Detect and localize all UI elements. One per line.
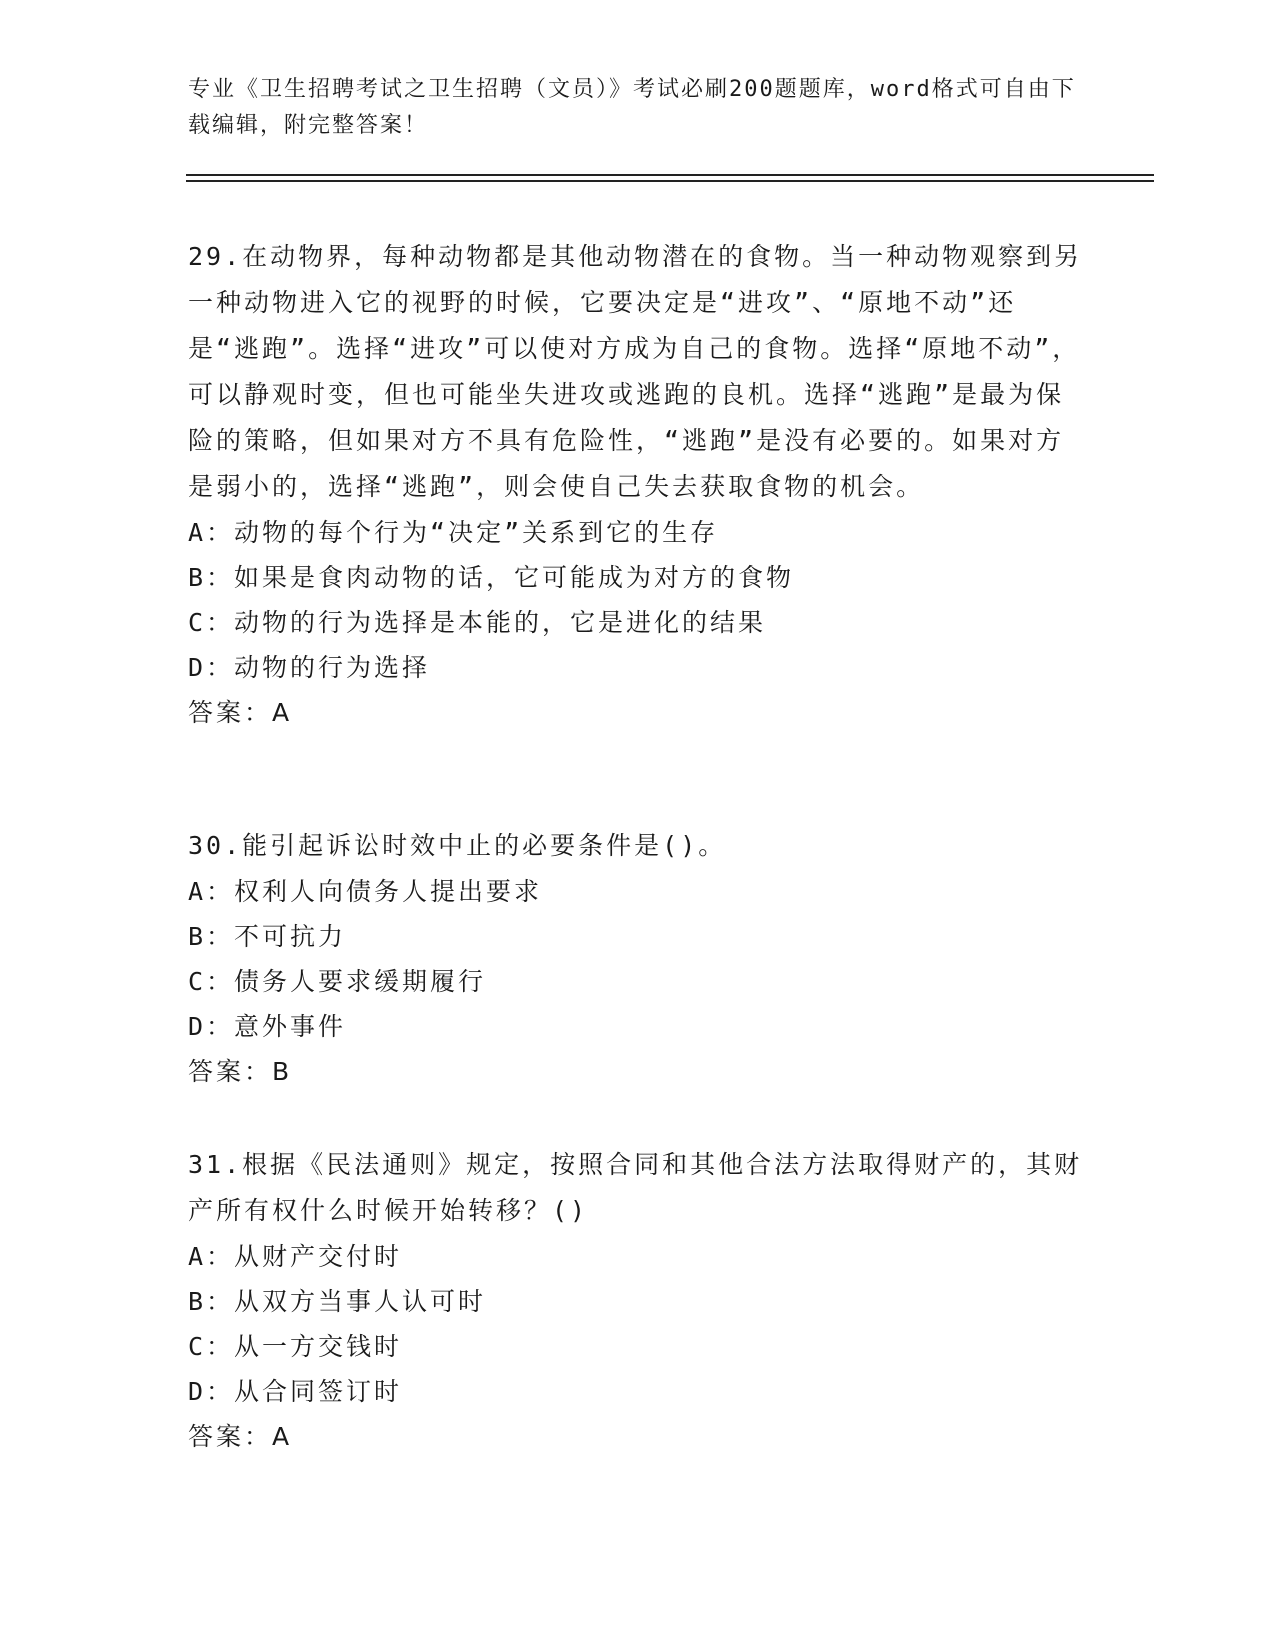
document-header: 专业《卫生招聘考试之卫生招聘（文员）》考试必刷200题题库，word格式可自由下载编辑，附完整答案！ (188, 77, 1076, 138)
option-a: A：从财产交付时 (188, 1242, 403, 1271)
option-a: A：权利人向债务人提出要求 (188, 877, 543, 906)
question-stem: 30.能引起诉讼时效中止的必要条件是()。 (188, 831, 727, 860)
question-31 (188, 1142, 1088, 1460)
option-c: C：债务人要求缓期履行 (188, 967, 487, 996)
option-b: B：如果是食肉动物的话，它可能成为对方的食物 (188, 563, 795, 592)
question-29 (188, 234, 1088, 736)
question-30 (188, 823, 1088, 1095)
option-d: D：意外事件 (188, 1012, 347, 1041)
answer-label: 答案：A (188, 1422, 293, 1451)
option-a: A：动物的每个行为“决定”关系到它的生存 (188, 518, 719, 547)
option-c: C：动物的行为选择是本能的，它是进化的结果 (188, 608, 767, 637)
option-d: D：从合同签订时 (188, 1377, 403, 1406)
answer-label: 答案：A (188, 698, 293, 727)
option-c: C：从一方交钱时 (188, 1332, 403, 1361)
option-d: D：动物的行为选择 (188, 653, 431, 682)
option-b: B：不可抗力 (188, 922, 347, 951)
question-stem: 31.根据《民法通则》规定，按照合同和其他合法方法取得财产的，其财产所有权什么时候开始转移？() (188, 1150, 1083, 1225)
header-divider-top (186, 174, 1154, 176)
question-stem: 29.在动物界，每种动物都是其他动物潜在的食物。当一种动物观察到另一种动物进入它的视野的时候，它要决定是“进攻”、“原地不动”还是“逃跑”。选择“进攻”可以使对方成为自己的食物。选择“原地不动”，可以静观时变，但也可能坐失进攻或逃跑的良机。选择“逃跑”是最为保险的策略，但如果对方不具有危险性，“逃跑”是没有必要的。如果对方是弱小的，选择“逃跑”，则会使自己失去获取食物的机会。 (188, 242, 1083, 501)
answer-label: 答案：B (188, 1057, 293, 1086)
header-divider-bottom (186, 180, 1154, 182)
option-b: B：从双方当事人认可时 (188, 1287, 487, 1316)
